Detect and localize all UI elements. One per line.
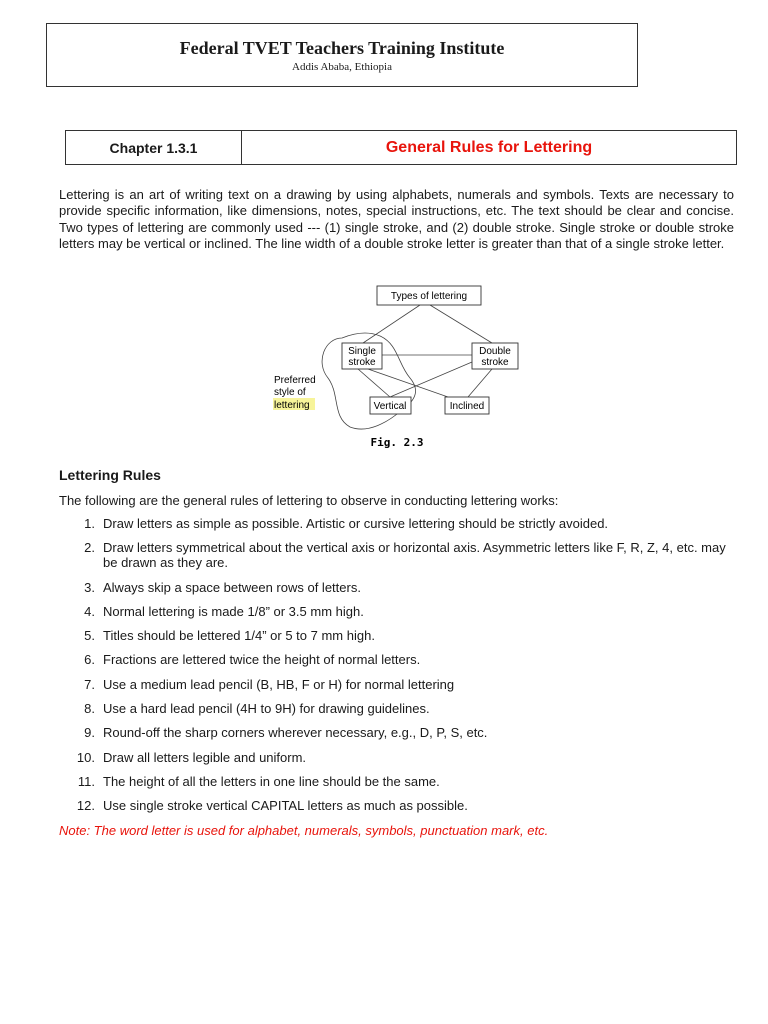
rule-text: Use single stroke vertical CAPITAL letters as much as possible. <box>103 798 468 814</box>
list-item <box>59 677 739 692</box>
list-item <box>59 604 739 619</box>
label-single-1: Single <box>348 346 376 357</box>
note-text: Note: The word letter is used for alphabet, numerals, symbols, punctuation mark, etc. <box>59 823 549 838</box>
chapter-header <box>65 130 737 165</box>
rule-text: Draw letters as simple as possible. Artistic or cursive lettering should be strictly avoided. <box>103 516 609 531</box>
rule-text: Round-off the sharp corners wherever necessary, e.g., D, P, S, etc. <box>103 725 488 741</box>
list-item <box>59 725 739 740</box>
connector-double-vertical <box>390 362 472 397</box>
rule-number: 1. <box>84 516 95 531</box>
list-item <box>59 652 739 667</box>
rules-heading: Lettering Rules <box>59 467 161 483</box>
rule-number: 3. <box>84 579 95 595</box>
rules-lead: The following are the general rules of lettering to observe in conducting lettering works: <box>59 493 559 508</box>
label-preferred-2: style of <box>274 387 306 398</box>
rule-text: The height of all the letters in one line should be the same. <box>103 773 440 789</box>
rule-text: Draw all letters legible and uniform. <box>103 749 307 765</box>
rule-number: 5. <box>84 628 95 644</box>
connector-root-double <box>430 305 492 343</box>
label-preferred-1: Preferred <box>274 375 316 386</box>
institute-location: Addis Ababa, Ethiopia <box>292 61 392 73</box>
connector-single-inclined <box>368 369 448 397</box>
list-item <box>59 774 739 789</box>
rule-number: 6. <box>84 652 95 668</box>
label-preferred-3: lettering <box>274 400 310 411</box>
rule-number: 8. <box>84 701 95 717</box>
rules-list <box>59 516 739 823</box>
rule-number: 7. <box>84 676 95 692</box>
rule-text: Fractions are lettered twice the height of normal letters. <box>103 652 421 668</box>
label-types: Types of lettering <box>390 291 468 302</box>
lettering-types-diagram <box>270 282 530 454</box>
rule-number: 12. <box>76 798 95 814</box>
connector-single-vertical <box>358 369 390 397</box>
label-single-2: stroke <box>348 357 376 368</box>
rule-number: 10. <box>76 749 95 765</box>
list-item <box>59 540 739 570</box>
connector-double-inclined <box>468 369 492 397</box>
rule-text: Use a hard lead pencil (4H to 9H) for drawing guidelines. <box>103 701 430 717</box>
label-vertical: Vertical <box>373 401 407 412</box>
rule-text: Always skip a space between rows of letters. <box>103 579 361 595</box>
rule-text: Titles should be lettered 1/4” or 5 to 7 mm high. <box>103 628 375 644</box>
connector-root-single <box>363 305 420 343</box>
figure-caption: Fig. 2.3 <box>370 436 424 449</box>
rule-number: 11. <box>77 773 95 789</box>
rule-text: Use a medium lead pencil (B, HB, F or H) for normal lettering <box>103 676 455 692</box>
chapter-number: Chapter 1.3.1 <box>66 131 242 164</box>
list-item <box>59 580 739 595</box>
institute-header <box>46 23 638 87</box>
label-double-1: Double <box>479 346 511 357</box>
list-item <box>59 798 739 813</box>
list-item <box>59 750 739 765</box>
institute-name: Federal TVET Teachers Training Institute <box>179 38 505 58</box>
label-double-2: stroke <box>481 357 509 368</box>
rule-number: 9. <box>84 725 95 741</box>
label-inclined: Inclined <box>449 401 485 412</box>
rule-text: Normal lettering is made 1/8” or 3.5 mm high. <box>103 603 364 619</box>
rule-number: 4. <box>84 603 95 619</box>
list-item <box>59 516 739 531</box>
list-item <box>59 628 739 643</box>
rule-number: 2. <box>84 540 95 556</box>
chapter-title: General Rules for Lettering <box>385 138 593 156</box>
list-item <box>59 701 739 716</box>
intro-paragraph: Lettering is an art of writing text on a drawing by using alphabets, numerals and symbols. Texts are necessary to provide specific information, like dimensions, notes, special instructions, etc. The text should be clear and concise. Two types of lettering are commonly used --- (1) single stroke, and (2) double stroke. Single stroke or double stroke letters may be vertical or inclined. The line width of a double stroke letter is greater than that of a single stroke letter. <box>59 187 734 251</box>
rule-text: Draw letters symmetrical about the vertical axis or horizontal axis. Asymmetric letters like F, R, Z, 4, etc. may be drawn as they are. <box>103 540 726 571</box>
